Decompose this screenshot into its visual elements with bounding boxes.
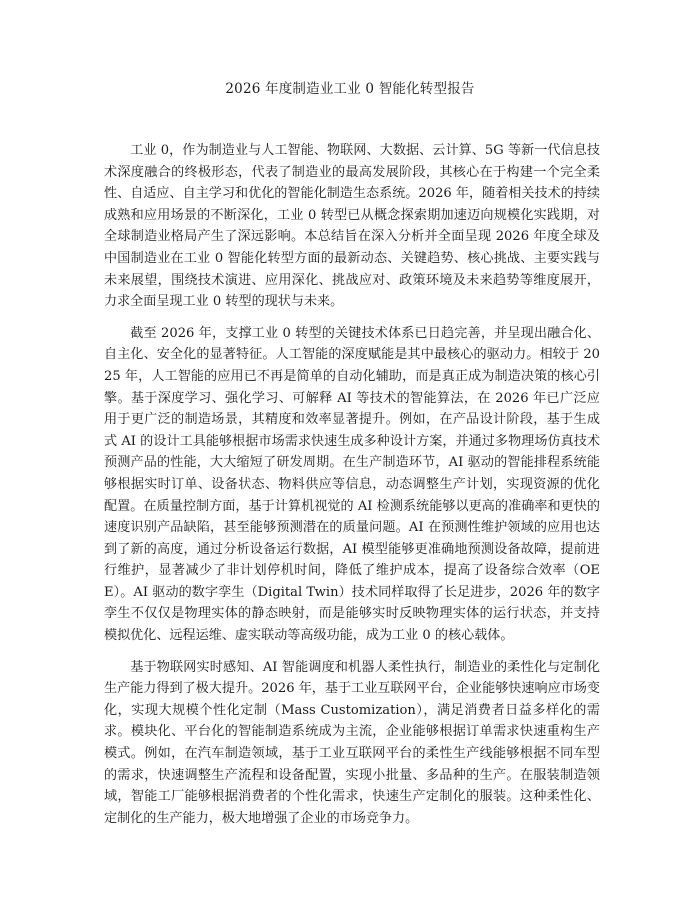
paragraph-customization: 基于物联网实时感知、AI 智能调度和机器人柔性执行，制造业的柔性化与定制化生产能力得到了极大提升。2026 年，基于工业互联网平台，企业能够快速响应市场变化，实现大规模个性化定制（Mass Customization），满足消费者日益多样化的需求。模块化、平台化的智能制造系统成为主流，企业能够根据订单需求快速重构生产模式。例如，在汽车制造领域，基于工业互联网平台的柔性生产线能够根据不同车型的需求，快速调整生产流程和设备配置，实现小批量、多品种的生产。在服装制造领域，智能工厂能够根据消费者的个性化需求，快速生产定制化的服装。这种柔性化、定制化的生产能力，极大地增强了企业的市场竞争力。 [104, 659, 600, 826]
document-title: 2026 年度制造业工业 0 智能化转型报告 [225, 81, 475, 97]
paragraph-intro: 工业 0，作为制造业与人工智能、物联网、大数据、云计算、5G 等新一代信息技术深度融合的终极形态，代表了制造业的最高发展阶段，其核心在于构建一个完全柔性、自适应、自主学习和优化的智能化制造生态系统。2026 年，随着相关技术的持续成熟和应用场景的不断深化，工业 0 转型已从概念探索期加速迈向规模化实践期，对全球制造业格局产生了深远影响。本总结旨在深入分析并全面呈现 2026 年度全球及中国制造业在工业 0 智能化转型方面的最新动态、关键趋势、核心挑战、主要实践与未来展望，围绕技术演进、应用深化、挑战应对、政策环境及未来趋势等维度展开，力求全面呈现工业 0 转型的现状与未来。 [104, 143, 600, 310]
document-body [104, 140, 600, 839]
paragraph-technology: 截至 2026 年，支撑工业 0 转型的关键技术体系已日趋完善，并呈现出融合化、自主化、安全化的显著特征。人工智能的深度赋能是其中最核心的驱动力。相较于 2025 年，人工智能的应用已不再是简单的自动化辅助，而是真正成为制造决策的核心引擎。基于深度学习、强化学习、可解释 AI 等技术的智能算法，在 2026 年已广泛应用于更广泛的制造场景，其精度和效率显著提升。例如，在产品设计阶段，基于生成式 AI 的设计工具能够根据市场需求快速生成多种设计方案，并通过多物理场仿真技术预测产品的性能，大大缩短了研发周期。在生产制造环节，AI 驱动的智能排程系统能够根据实时订单、设备状态、物料供应等信息，动态调整生产计划，实现资源的优化配置。在质量控制方面，基于计算机视觉的 AI 检测系统能够以更高的准确率和更快的速度识别产品缺陷，甚至能够预测潜在的质量问题。AI 在预测性维护领域的应用也达到了新的高度，通过分析设备运行数据，AI 模型能够更准确地预测设备故障，提前进行维护，显著减少了非计划停机时间，降低了维护成本，提高了设备综合效率（OEE）。AI 驱动的数字孪生（Digital Twin）技术同样取得了长足进步，2026 年的数字孪生不仅仅是物理实体的静态映射，而是能够实时反映物理实体的运行状态，并支持模拟优化、远程运维、虚实联动等高级功能，成为工业 0 的核心载体。 [104, 325, 600, 644]
